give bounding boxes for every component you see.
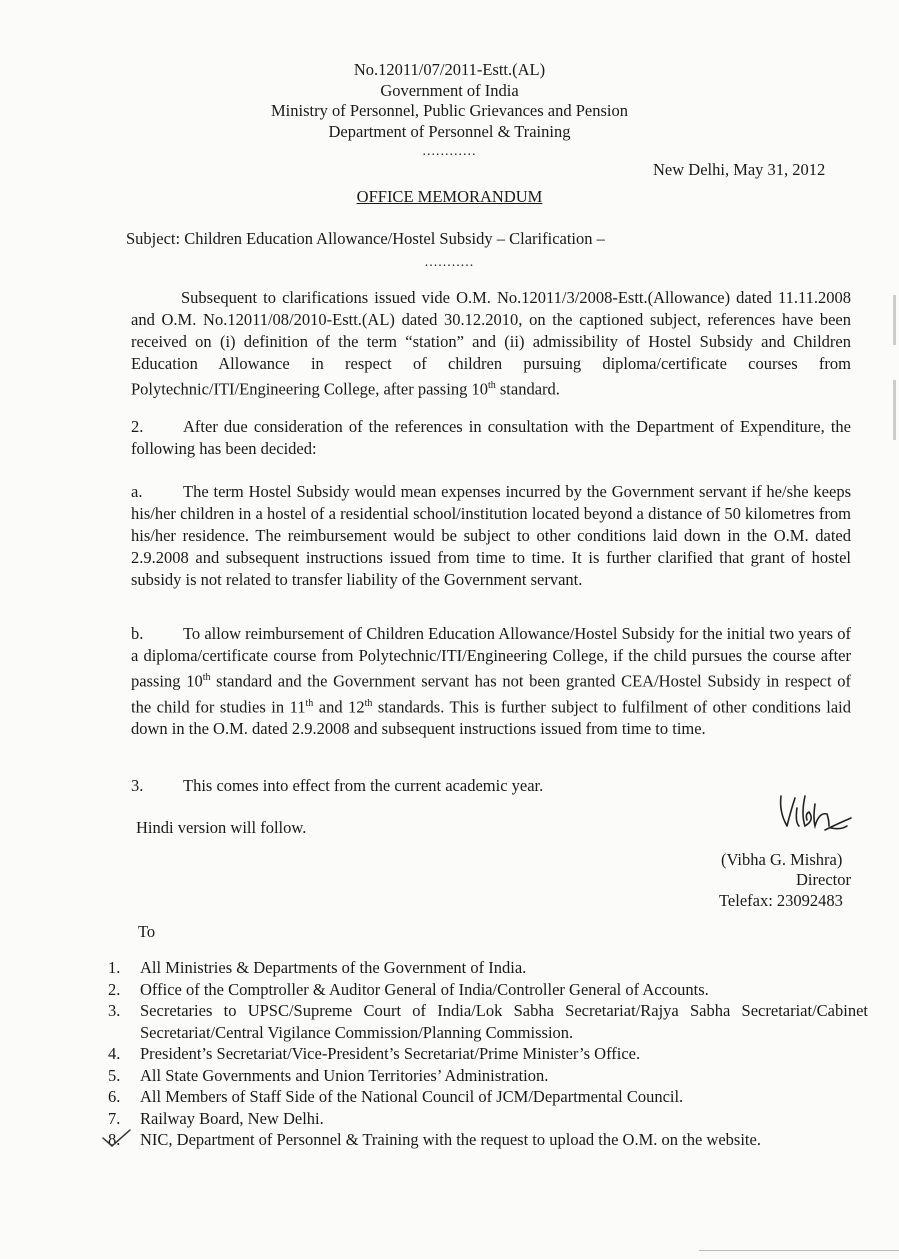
memo-title: OFFICE MEMORANDUM xyxy=(356,187,543,206)
list-text: NIC, Department of Personnel & Training with the request to upload the O.M. on the website. xyxy=(140,1130,761,1149)
paragraph-b-text-2: standard and the Government servant has not been granted CEA/Hostel Subsidy in respect of the child for studies in 11 xyxy=(131,671,852,716)
government-name: Government of India xyxy=(380,80,519,100)
list-text: President’s Secretariat/Vice-President’s Secretariat/Prime Minister’s Office. xyxy=(140,1044,641,1063)
list-number: 2. xyxy=(108,979,121,999)
list-number: 4. xyxy=(108,1044,121,1063)
paragraph-a xyxy=(131,481,851,591)
superscript: th xyxy=(202,672,211,683)
paragraph-3-number: 3. xyxy=(131,776,144,795)
list-number: 7. xyxy=(108,1108,121,1128)
superscript: th xyxy=(487,380,496,391)
list-number: 1. xyxy=(108,958,121,977)
list-text: All Ministries & Departments of the Government of India. xyxy=(140,958,527,977)
scan-edge-mark xyxy=(893,295,896,345)
tick-mark-icon xyxy=(100,1128,140,1150)
paragraph-a-text: The term Hostel Subsidy would mean expenses incurred by the Government servant if he/she keeps his/her children in a hostel of a residential school/institution located beyond a distance of 50 kilometres from his/her residence. The reimbursement would be subject to other conditions laid down in the O.M. dated 2.9.2008 and subsequent instructions issued from time to time. It is further clarified that grant of hostel subsidy is not related to transfer liability of the Government servant. xyxy=(131,482,851,589)
signatory-designation: Director xyxy=(796,870,851,889)
list-text: Railway Board, New Delhi. xyxy=(140,1108,324,1128)
paragraph-2-number: 2. xyxy=(131,417,144,436)
paragraph-a-letter: a. xyxy=(131,482,143,501)
list-number: 5. xyxy=(108,1065,121,1085)
paragraph-1-text: Subsequent to clarifications issued vide O.M. No.12011/3/2008-Estt.(Allowance) dated 11.11.2008 and O.M. No.12011/08/2010-Estt.(AL) dated 30.12.2010, on the captioned subject, references have been received on (i) definition of the term “station” and (ii) admissibility of Hostel Subsidy and Children Education Allowance in respect of children pursuing diploma/certificate courses from Polytechnic/ITI/Engineering College, after passing 10 xyxy=(131,288,851,399)
list-item xyxy=(108,1129,868,1151)
list-text: All State Governments and Union Territories’ Administration. xyxy=(140,1065,549,1085)
subject-separator: ........... xyxy=(424,255,475,270)
memo-date: New Delhi, May 31, 2012 xyxy=(653,160,826,179)
superscript: th xyxy=(305,697,314,709)
memo-header xyxy=(0,60,899,163)
list-text: Secretaries to UPSC/Supreme Court of India/Lok Sabha Secretariat/Rajya Sabha Secretariat/Cabinet Secretariat/Central Vigilance Commission/Planning Commission. xyxy=(140,1001,868,1042)
ministry-name: Ministry of Personnel, Public Grievances and Pension xyxy=(271,101,628,120)
list-item xyxy=(108,1065,868,1087)
list-text: Office of the Comptroller & Auditor General of India/Controller General of Accounts. xyxy=(140,979,709,999)
header-separator: ............ xyxy=(422,144,477,159)
list-item xyxy=(108,1043,868,1065)
hindi-note: Hindi version will follow. xyxy=(136,818,307,837)
list-item xyxy=(108,1108,868,1130)
department-name: Department of Personnel & Training xyxy=(328,121,571,141)
paragraph-3-text: This comes into effect from the current academic year. xyxy=(183,776,544,795)
scan-bottom-edge xyxy=(699,1250,899,1251)
memo-subject: Subject: Children Education Allowance/Hostel Subsidy – Clarification – xyxy=(126,229,605,248)
signatory-name: (Vibha G. Mishra) xyxy=(721,850,843,869)
list-item xyxy=(108,957,868,979)
paragraph-b xyxy=(131,623,851,740)
signature-scrawl xyxy=(775,790,860,840)
list-item xyxy=(108,1000,868,1043)
list-item xyxy=(108,1086,868,1108)
paragraph-2-text: After due consideration of the references in consultation with the Department of Expenditure, the following has been decided: xyxy=(131,417,851,458)
paragraph-1 xyxy=(131,287,851,401)
paragraph-2 xyxy=(131,416,851,460)
paragraph-b-letter: b. xyxy=(131,624,144,643)
list-number: 6. xyxy=(108,1087,121,1106)
paragraph-b-text-1: To allow reimbursement of Children Education Allowance/Hostel Subsidy for the initial two years of a diploma/certificate course from Polytechnic/ITI/Engineering College, if the child pursues the course after passing 10 xyxy=(131,624,851,691)
file-number: No.12011/07/2011-Estt.(AL) xyxy=(353,60,546,79)
paragraph-b-text-3: and 12 xyxy=(313,697,365,716)
signatory-telefax: Telefax: 23092483 xyxy=(719,891,843,910)
recipient-list xyxy=(108,957,868,1151)
list-text: All Members of Staff Side of the National Council of JCM/Departmental Council. xyxy=(140,1087,684,1106)
paragraph-b-text-4: standards. This is further subject to fulfilment of other conditions laid down in the O.M. dated 2.9.2008 and subsequent instructions issued from time to time. xyxy=(131,697,851,738)
paragraph-3 xyxy=(131,775,851,797)
to-label: To xyxy=(138,922,156,941)
superscript: th xyxy=(364,697,373,709)
scan-edge-mark xyxy=(893,380,896,440)
list-number: 3. xyxy=(108,1001,121,1020)
paragraph-1-end: standard. xyxy=(495,379,560,399)
list-number: 8. xyxy=(108,1130,121,1149)
list-item xyxy=(108,979,868,1001)
